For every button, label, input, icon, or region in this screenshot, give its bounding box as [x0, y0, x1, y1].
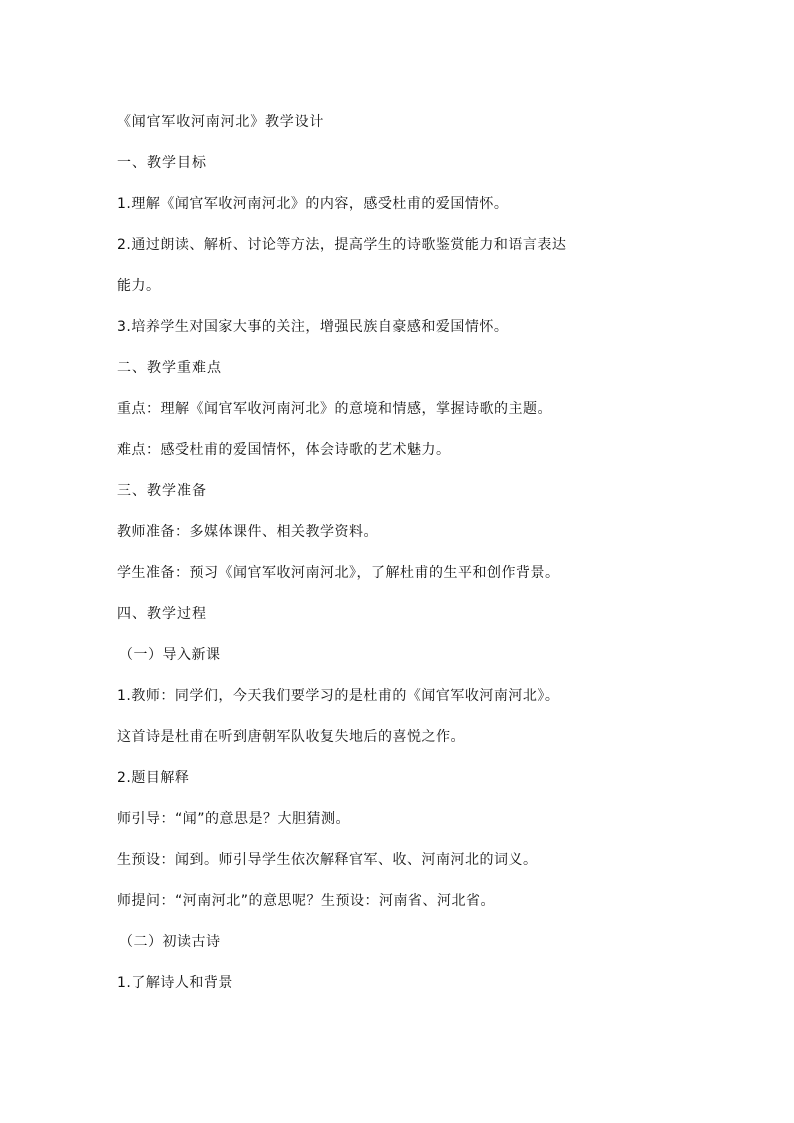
- objective-2: 2.通过朗读、解析、讨论等方法，提高学生的诗歌鉴赏能力和语言表达: [117, 237, 567, 253]
- key-point: 重点：理解《闻官军收河南河北》的意境和情感，掌握诗歌的主题。: [117, 401, 552, 417]
- first-reading-step-1: 1.了解诗人和背景: [117, 975, 233, 991]
- student-preparation: 学生准备：预习《闻官军收河南河北》，了解杜甫的生平和创作背景。: [117, 565, 560, 581]
- teacher-guidance: 师引导：“闻”的意思是？大胆猜测。: [117, 811, 351, 827]
- teacher-preparation: 教师准备：多媒体课件、相关教学资料。: [117, 524, 378, 540]
- section-heading-objectives: 一、教学目标: [117, 155, 207, 171]
- introduction-step-1: 1.教师：同学们，今天我们要学习的是杜甫的《闻官军收河南河北》。: [117, 688, 560, 704]
- difficult-point: 难点：感受杜甫的爱国情怀，体会诗歌的艺术魅力。: [117, 442, 451, 458]
- section-heading-key-points: 二、教学重难点: [117, 360, 222, 376]
- objective-2-continued: 能力。: [117, 278, 161, 294]
- introduction-step-2: 2.题目解释: [117, 770, 190, 786]
- student-response: 生预设：闻到。师引导学生依次解释官军、收、河南河北的词义。: [117, 852, 538, 868]
- document-title: 《闻官军收河南河北》教学设计: [117, 114, 325, 130]
- objective-1: 1.理解《闻官军收河南河北》的内容，感受杜甫的爱国情怀。: [117, 196, 509, 212]
- document-body: [117, 102, 697, 1004]
- section-heading-preparation: 三、教学准备: [117, 483, 207, 499]
- objective-3: 3.培养学生对国家大事的关注，增强民族自豪感和爱国情怀。: [117, 319, 509, 335]
- subsection-heading-introduction: （一）导入新课: [119, 647, 221, 663]
- teacher-question: 师提问：“河南河北”的意思呢？生预设：河南省、河北省。: [117, 893, 496, 909]
- subsection-heading-first-reading: （二）初读古诗: [119, 934, 221, 950]
- section-heading-process: 四、教学过程: [117, 606, 207, 622]
- introduction-step-1-continued: 这首诗是杜甫在听到唐朝军队收复失地后的喜悦之作。: [117, 729, 465, 745]
